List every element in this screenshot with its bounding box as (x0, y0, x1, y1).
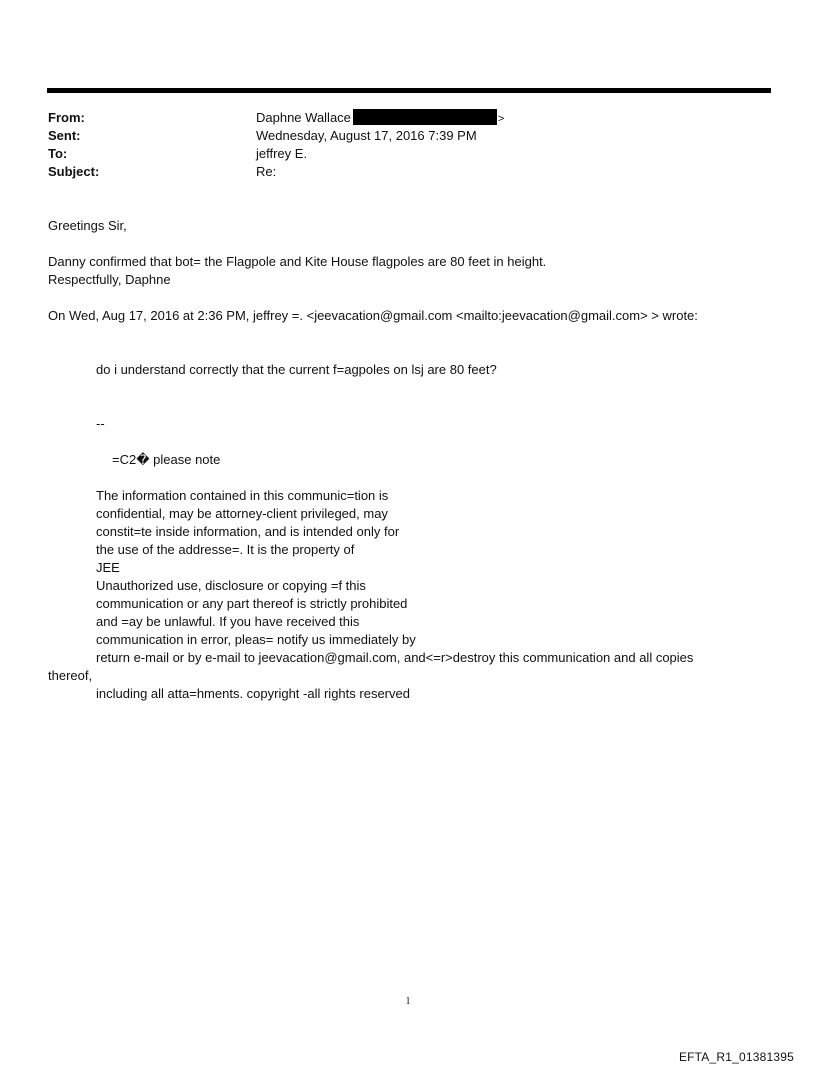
disclaimer-line: The information contained in this communic=tion is (96, 488, 389, 503)
disclaimer-line: communication or any part thereof is strictly prohibited (96, 596, 408, 611)
from-tail: > (497, 113, 505, 125)
quote-intro: On Wed, Aug 17, 2016 at 2:36 PM, jeffrey =. <jeevacation@gmail.com <mailto:jeevacation@gmail.com> > wrote: (48, 308, 698, 323)
quoted-question: do i understand correctly that the current f=agpoles on lsj are 80 feet? (96, 362, 497, 377)
subject-label: Subject: (48, 164, 100, 179)
page-number: 1 (405, 996, 411, 1007)
please-note: =C2� please note (112, 452, 221, 467)
disclaimer-line: communication in error, pleas= notify us immediately by (96, 632, 416, 647)
to-value: jeffrey E. (256, 146, 308, 161)
body-line-1: Danny confirmed that bot= the Flagpole and Kite House flagpoles are 80 feet in height. (48, 254, 547, 269)
disclaimer-line: return e-mail or by e-mail to jeevacation@gmail.com, and<=r>destroy this communication and all copies (96, 650, 694, 665)
disclaimer-final: including all atta=hments. copyright -all rights reserved (96, 686, 410, 701)
disclaimer-line: confidential, may be attorney-client privileged, may (96, 506, 388, 521)
from-value (256, 109, 756, 128)
disclaimer-line: the use of the addresse=. It is the property of (96, 542, 355, 557)
disclaimer-line: Unauthorized use, disclosure or copying =f this (96, 578, 366, 593)
sent-label: Sent: (48, 128, 81, 143)
from-name: Daphne Wallace (256, 110, 351, 125)
subject-value: Re: (256, 164, 277, 179)
signature-dash: -- (96, 416, 105, 431)
document-id: EFTA_R1_01381395 (678, 1050, 794, 1064)
sent-value: Wednesday, August 17, 2016 7:39 PM (256, 128, 477, 143)
top-rule (47, 88, 771, 93)
disclaimer-line: and =ay be unlawful. If you have received this (96, 614, 360, 629)
disclaimer-wrap: thereof, (48, 668, 93, 683)
disclaimer-line: constit=te inside information, and is intended only for (96, 524, 400, 539)
redaction-block (353, 109, 497, 125)
signoff: Respectfully, Daphne (48, 272, 171, 287)
greeting: Greetings Sir, (48, 218, 127, 233)
to-label: To: (48, 146, 68, 161)
from-label: From: (48, 110, 85, 125)
disclaimer-line: JEE (96, 560, 120, 575)
